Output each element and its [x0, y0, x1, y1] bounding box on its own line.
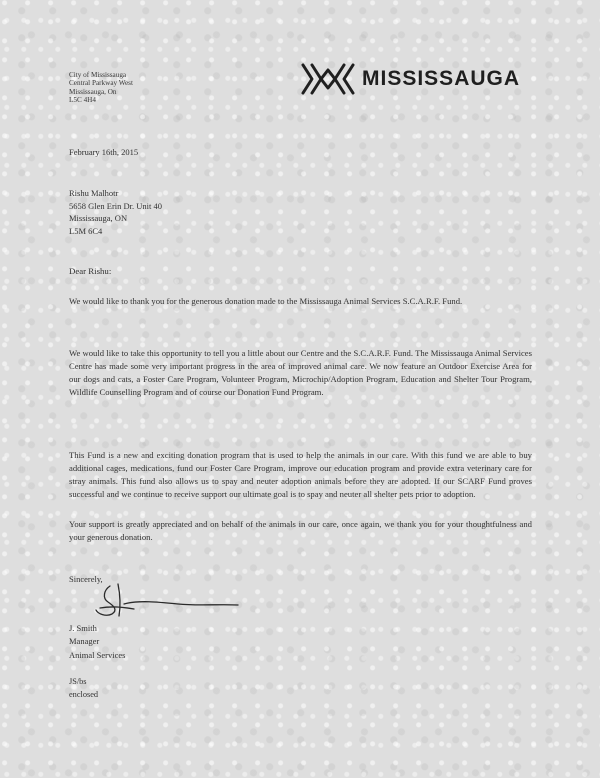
sender-address	[69, 71, 133, 105]
body-paragraph: Your support is greatly appreciated and on behalf of the animals in our care, once again, we thank you for your thoughtfulness and your generous donation.	[69, 519, 532, 543]
recipient-address	[69, 187, 162, 237]
mississauga-logo	[300, 62, 520, 96]
signature-block	[69, 622, 125, 662]
recipient-line: Rishu Malhotr	[69, 188, 119, 198]
sender-line: L5C 4H4	[69, 96, 96, 105]
signer-department: Animal Services	[69, 649, 126, 660]
signer-name: J. Smith	[69, 623, 97, 633]
sender-line: City of Mississauga	[69, 71, 127, 79]
sender-line: Central Parkway West	[69, 79, 133, 88]
handwritten-signature	[88, 580, 248, 625]
letter-date: February 16th, 2015	[69, 147, 139, 157]
salutation: Dear Rishu:	[69, 266, 112, 276]
closing: Sincerely,	[69, 574, 103, 584]
mississauga-logo-icon	[300, 62, 356, 96]
recipient-line: L5M 6C4	[69, 225, 103, 236]
recipient-line: Mississauga, ON	[69, 213, 128, 224]
body-paragraph: We would like to take this opportunity to tell you a little about our Centre and the S.C.A.R.F. Fund. The Mississauga Animal Services Centre has made some very important progress in the area of improved animal care. We now feature an Outdoor Exercise Area for our dogs and cats, a Foster Care Program, Volunteer Program, Microchip/Adoption Program, Education and Shelter Tour Program, Wildlife Counselling Program and of course our Donation Fund Program.	[69, 348, 532, 398]
body-paragraph: This Fund is a new and exciting donation program that is used to help the animals in our care. With this fund we are able to buy additional cages, medications, fund our Foster Care Program, improve our education program and provide extra veterinary care for stray animals. This fund also allows us to spay and neuter adoption animals before they are adopted. If our SCARF Fund proves successful and we continue to receive support our ultimate goal is to spay and neuter all shelter pets prior to adoption.	[69, 450, 532, 500]
sender-line: Mississauga, On	[69, 87, 117, 96]
logo-wordmark: MISSISSAUGA	[362, 67, 521, 90]
initials: JS/bs	[69, 677, 87, 686]
signer-title: Manager	[69, 636, 100, 647]
body-paragraph: We would like to thank you for the generous donation made to the Mississauga Animal Services S.C.A.R.F. Fund.	[69, 296, 463, 306]
enclosure-note: enclosed	[69, 690, 99, 699]
recipient-line: 5658 Glen Erin Dr. Unit 40	[69, 200, 163, 211]
reference-initials	[69, 675, 98, 701]
